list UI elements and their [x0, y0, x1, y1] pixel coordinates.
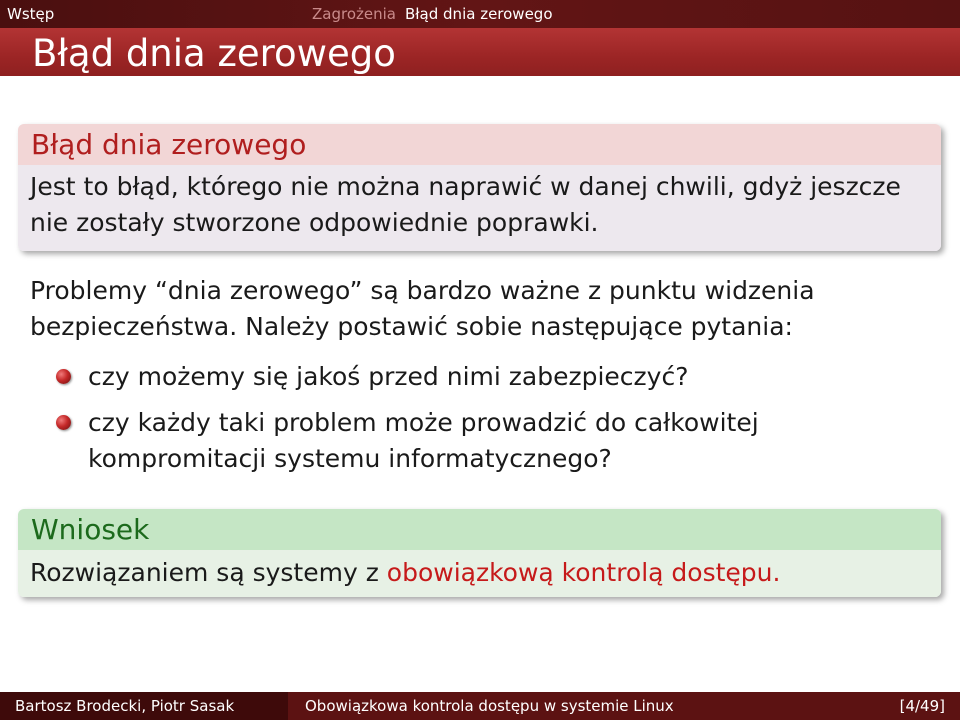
footer-presentation-title: Obowiązkowa kontrola dostępu w systemie Linux: [305, 697, 674, 715]
conclusion-block-body: [18, 550, 941, 597]
list-item-text: czy każdy taki problem może prowadzić do całkowitej: [88, 408, 759, 437]
footer-author-segment: [0, 692, 288, 720]
frame-title-bar: [0, 28, 960, 76]
footer-authors: Bartosz Brodecki, Piotr Sasak: [15, 697, 235, 715]
conclusion-text: [30, 558, 780, 587]
definition-block: [18, 124, 941, 251]
conclusion-block-title: Wniosek: [31, 513, 150, 546]
bullet-icon: [56, 369, 71, 384]
definition-text-line-1: Jest to błąd, którego nie można naprawić w danej chwili, gdyż jeszcze: [30, 172, 901, 201]
definition-block-header: [18, 124, 941, 165]
definition-block-body: [18, 165, 941, 251]
conclusion-text-highlight: obowiązkową kontrolą dostępu.: [386, 558, 781, 587]
paragraph-line-1: Problemy “dnia zerowego” są bardzo ważne z punktu widzenia: [30, 276, 815, 305]
list-item-text: czy możemy się jakoś przed nimi zabezpieczyć?: [88, 362, 689, 391]
conclusion-text-plain: Rozwiązaniem są systemy z: [30, 558, 387, 587]
slide-title: Błąd dnia zerowego: [32, 32, 396, 75]
definition-block-title: Błąd dnia zerowego: [31, 128, 307, 161]
paragraph-line-2: bezpieczeństwa. Należy postawić sobie następujące pytania:: [30, 312, 793, 341]
footer-title-segment: [288, 692, 960, 720]
nav-section-intro[interactable]: Wstęp: [7, 5, 55, 23]
conclusion-block: [18, 509, 941, 597]
nav-section-threats[interactable]: Zagrożenia: [312, 5, 396, 23]
definition-text-line-2: nie zostały stworzone odpowiednie poprawki.: [30, 208, 599, 237]
footer-page-number: [4/49]: [899, 697, 945, 715]
nav-section-zero-day[interactable]: Błąd dnia zerowego: [405, 5, 553, 23]
section-navigation-bar: [0, 0, 960, 28]
footer-bar: [0, 692, 960, 720]
bullet-icon: [56, 415, 71, 430]
conclusion-block-header: [18, 509, 941, 550]
list-item-text-continued: kompromitacji systemu informatycznego?: [88, 444, 612, 473]
